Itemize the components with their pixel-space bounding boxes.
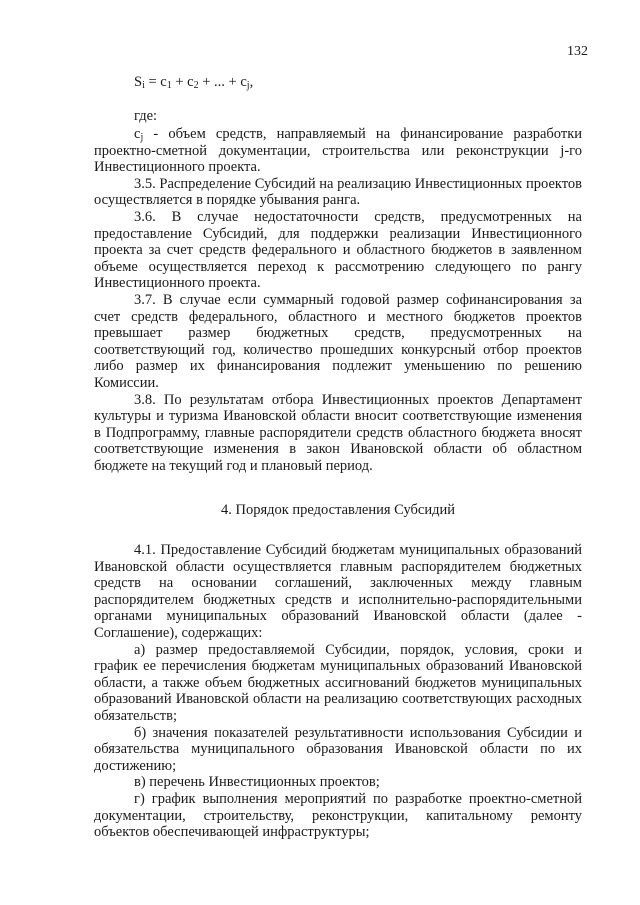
paragraph-3-8: 3.8. По результатам отбора Инвестиционных проектов Департамент культуры и туризма Ивановской области вносит соответствующие изменения в Подпрограмму, главные распорядители средств областного бюджета вносят соответствующие изменения в закон Ивановской области об областном бюджете на текущий год и плановый период. xyxy=(94,391,582,474)
section-heading: 4. Порядок предоставления Субсидий xyxy=(220,502,456,519)
list-item-b: б) значения показателей результативности использования Субсидии и обязательства муниципального образования Ивановской области по их достижению; xyxy=(94,724,582,774)
list-item-g: г) график выполнения мероприятий по разработке проектно-сметной документации, строительству, реконструкции, капитальному ремонту объектов обеспечивающей инфраструктуры; xyxy=(94,790,582,841)
paragraph-4-1: 4.1. Предоставление Субсидий бюджетам муниципальных образований Ивановской области осуществляется главным распорядителем бюджетных средств на основании соглашений, заключенных между главным распорядителем бюджетных средств и исполнительно-распорядительными органами муниципальных образований Ивановской области (далее - Соглашение), содержащих: xyxy=(94,542,582,642)
paragraph-3-6: 3.6. В случае недостаточности средств, предусмотренных на предоставление Субсидий, для поддержки реализации Инвестиционного проекта за счет средств федерального и областного бюджетов в заявленном объеме осуществляется переход к рассмотрению следующего по рангу Инвестиционного проекта. xyxy=(94,208,582,292)
paragraph-3-5: 3.5. Распределение Субсидий на реализацию Инвестиционных проектов осуществляется в порядке убывания ранга. xyxy=(94,175,582,209)
cj-definition: $c_j$ - объем средств, направляемый на финансирование разработки проектно-сметной документации, строительства или реконструкции j-го Инвестиционного проекта. xyxy=(94,126,582,176)
list-item-v: в) перечень Инвестиционных проектов; xyxy=(134,774,380,791)
list-item-a: а) размер предоставляемой Субсидии, порядок, условия, сроки и график ее перечисления бюджетам муниципальных образований Ивановской области, а также объем бюджетных ассигнований бюджетов муниципальных образований Ивановской области на реализацию соответствующих расходных обязательств; xyxy=(94,641,582,724)
formula: $S_i = c_1 + c_2$ + ... + $c_j$, xyxy=(134,74,254,91)
page-number: 132 xyxy=(567,44,588,59)
body-text xyxy=(94,126,582,841)
where-label: где: xyxy=(134,108,158,124)
paragraph-3-7: 3.7. В случае если суммарный годовой размер софинансирования за счет средств федерального, областного и местного бюджетов проектов превышает размер бюджетных средств, предусмотренных на соответствующий год, количество прошедших конкурсный отбор проектов либо размер их финансирования подлежит уменьшению по решению Комиссии. xyxy=(94,291,582,391)
